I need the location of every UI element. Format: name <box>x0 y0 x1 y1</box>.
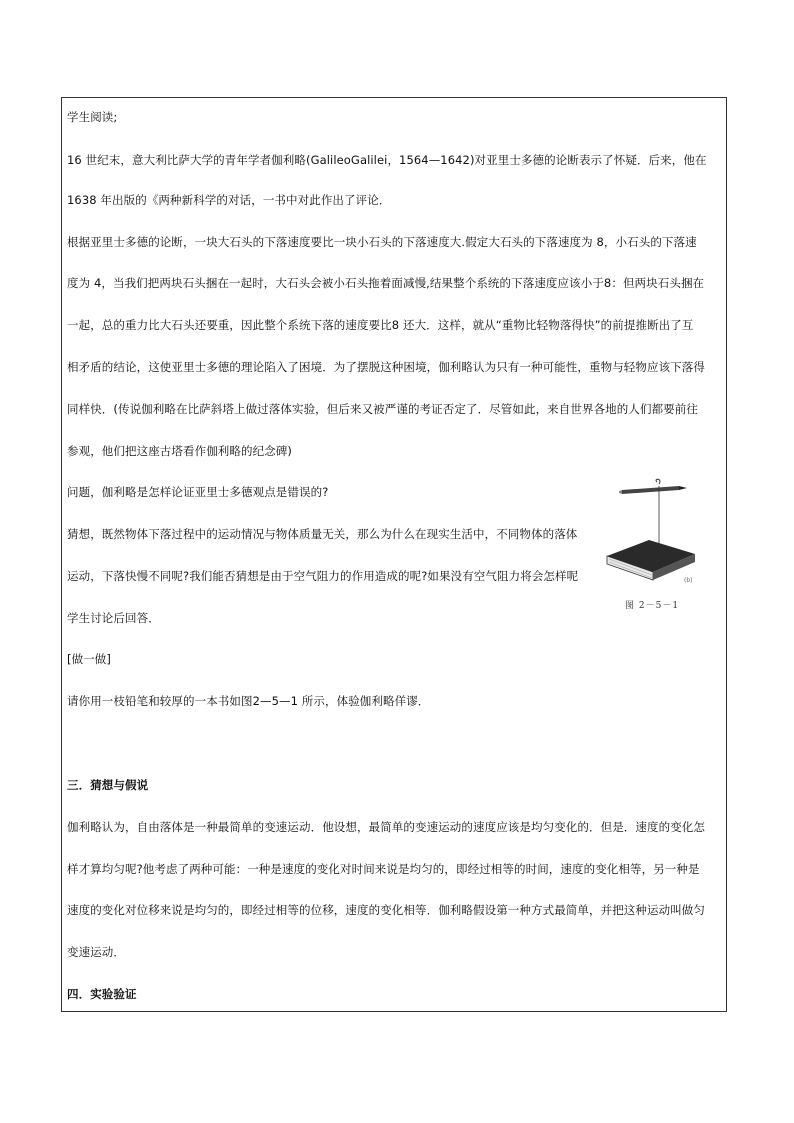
text-line: 1638 年出版的《两种新科学的对话，一书中对此作出了评论． <box>67 193 391 207</box>
text-line: 学生讨论后回答． <box>67 611 160 625</box>
text-line: 速度的变化对位移来说是均匀的，即经过相等的位移，速度的变化相等．伽利略假设第一种方式最简单，并把这种运动叫做匀 <box>67 903 705 917</box>
text-line: 一起，总的重力比大石头还要重，因此整个系统下落的速度要比8 还大．这样，就从“重物比轻物落得快”的前提推断出了互 <box>67 318 694 332</box>
text-line: 伽利略认为，自由落体是一种最简单的变速运动．他设想，最简单的变速运动的速度应该是均匀变化的．但是．速度的变化怎 <box>67 820 705 834</box>
text-line: 度为 4，当我们把两块石头捆在一起时，大石头会被小石头拖着面减慢,结果整个系统的下落速度应该小于8：但两块石头捆在 <box>67 276 705 290</box>
text-line: 16 世纪末，意大利比萨大学的青年学者伽利略(GalileoGalilei，1564—1642)对亚里士多德的论断表示了怀疑．后来，他在 <box>67 153 707 167</box>
text-line: 运动，下落快慢不同呢?我们能否猜想是由于空气阻力的作用造成的呢?如果没有空气阻力将会怎样呢 <box>67 569 579 583</box>
section-heading: 三．猜想与假说 <box>67 778 149 792</box>
text-line: 样才算均匀呢?他考虑了两种可能：一种是速度的变化对时间来说是均匀的，即经过相等的时间，速度的变化相等，另一种是 <box>67 862 700 876</box>
pencil-on-book-illustration <box>597 478 697 618</box>
section-heading: 四．实验验证 <box>67 987 137 1001</box>
text-line: 请你用一枝铅笔和较厚的一本书如图2—5—1 所示，体验伽利略佯谬． <box>67 694 430 708</box>
text-line: 根据亚里士多德的论断，一块大石头的下落速度要比一块小石头的下落速度大.假定大石头的下落速度为 8，小石头的下落速 <box>67 235 697 249</box>
text-line: 相矛盾的结论，这使亚里士多德的理论陷入了困境．为了摆脱这种困境，伽利略认为只有一种可能性，重物与轻物应该下落得 <box>67 360 705 374</box>
activity-heading: [做一做] <box>67 652 111 666</box>
svg-text:(b): (b) <box>684 577 693 584</box>
text-line: 学生阅读; <box>67 110 118 124</box>
question-line: 问题，伽利略是怎样论证亚里士多德观点是错误的? <box>67 485 329 499</box>
text-line: 猜想，既然物体下落过程中的运动情况与物体质量无关，那么为什么在现实生活中，不同物体的落体 <box>67 527 578 541</box>
text-line: 参观，他们把这座古塔看作伽利略的纪念碑) <box>67 444 292 458</box>
figure-caption: 图 2－5－1 <box>625 601 680 611</box>
text-line: 同样快．(传说伽利略在比萨斜塔上做过落体实验，但后来又被严谨的考证否定了．尽管如此，来自世界各地的人们都要前往 <box>67 402 698 416</box>
text-line: 变速运动． <box>67 945 125 959</box>
